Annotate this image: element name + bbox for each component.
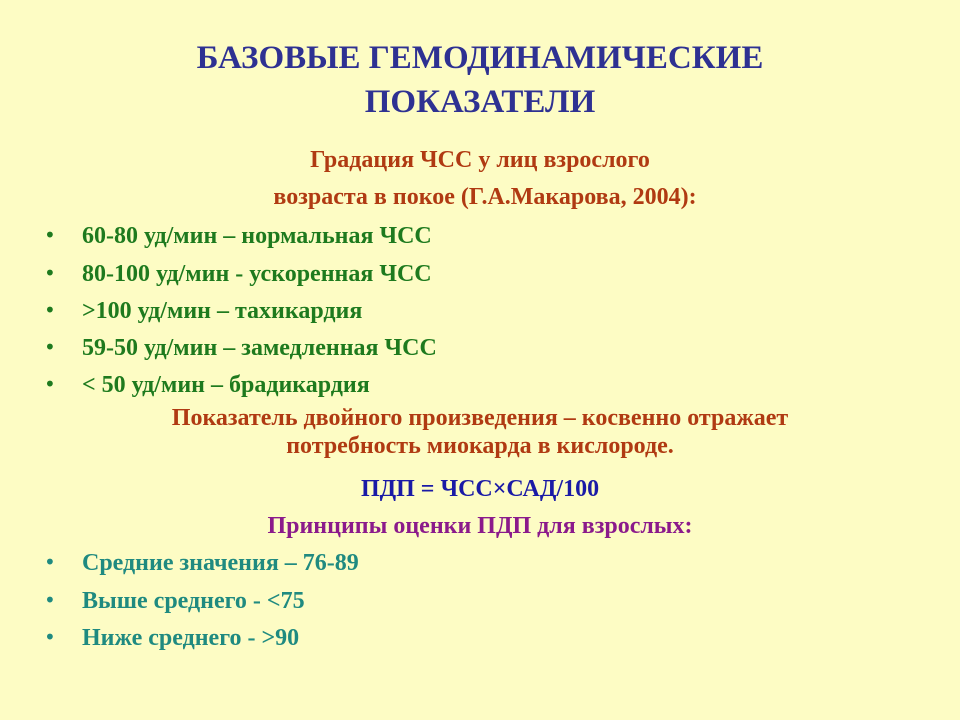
bullet-icon: • [44, 372, 56, 396]
hr-heading-line-2: возраста в покое (Г.А.Макарова, 2004): [273, 184, 697, 210]
dp-item-text: Средние значения – 76-89 [82, 550, 359, 576]
bullet-icon: • [44, 588, 56, 612]
bullet-icon: • [44, 261, 56, 285]
dp-description-line-2: потребность миокарда в кислороде. [286, 433, 674, 459]
bullet-icon: • [44, 625, 56, 649]
bullet-icon: • [44, 223, 56, 247]
dp-formula: ПДП = ЧСС×САД/100 [360, 476, 600, 502]
dp-description [0, 404, 960, 460]
hr-item-text: < 50 уд/мин – брадикардия [82, 372, 370, 398]
dp-item-text: Ниже среднего - >90 [82, 625, 300, 651]
dp-principles-heading: Принципы оценки ПДП для взрослых: [267, 513, 693, 539]
bullet-icon: • [44, 298, 56, 322]
hr-heading-line-1: Градация ЧСС у лиц взрослого [310, 147, 650, 173]
dp-description-line-1: Показатель двойного произведения – косвенно отражает [171, 405, 789, 431]
hr-item-text: >100 уд/мин – тахикардия [82, 298, 363, 324]
bullet-icon: • [44, 550, 56, 574]
dp-item-text: Выше среднего - <75 [82, 588, 305, 614]
title-line-1: БАЗОВЫЕ ГЕМОДИНАМИЧЕСКИЕ [196, 40, 764, 76]
title-line-2: ПОКАЗАТЕЛИ [364, 84, 596, 120]
hr-item-text: 80-100 уд/мин - ускоренная ЧСС [82, 261, 432, 287]
hr-item-text: 59-50 уд/мин – замедленная ЧСС [82, 335, 437, 361]
hr-item-text: 60-80 уд/мин – нормальная ЧСС [82, 223, 432, 249]
slide-title [0, 36, 960, 124]
bullet-icon: • [44, 335, 56, 359]
